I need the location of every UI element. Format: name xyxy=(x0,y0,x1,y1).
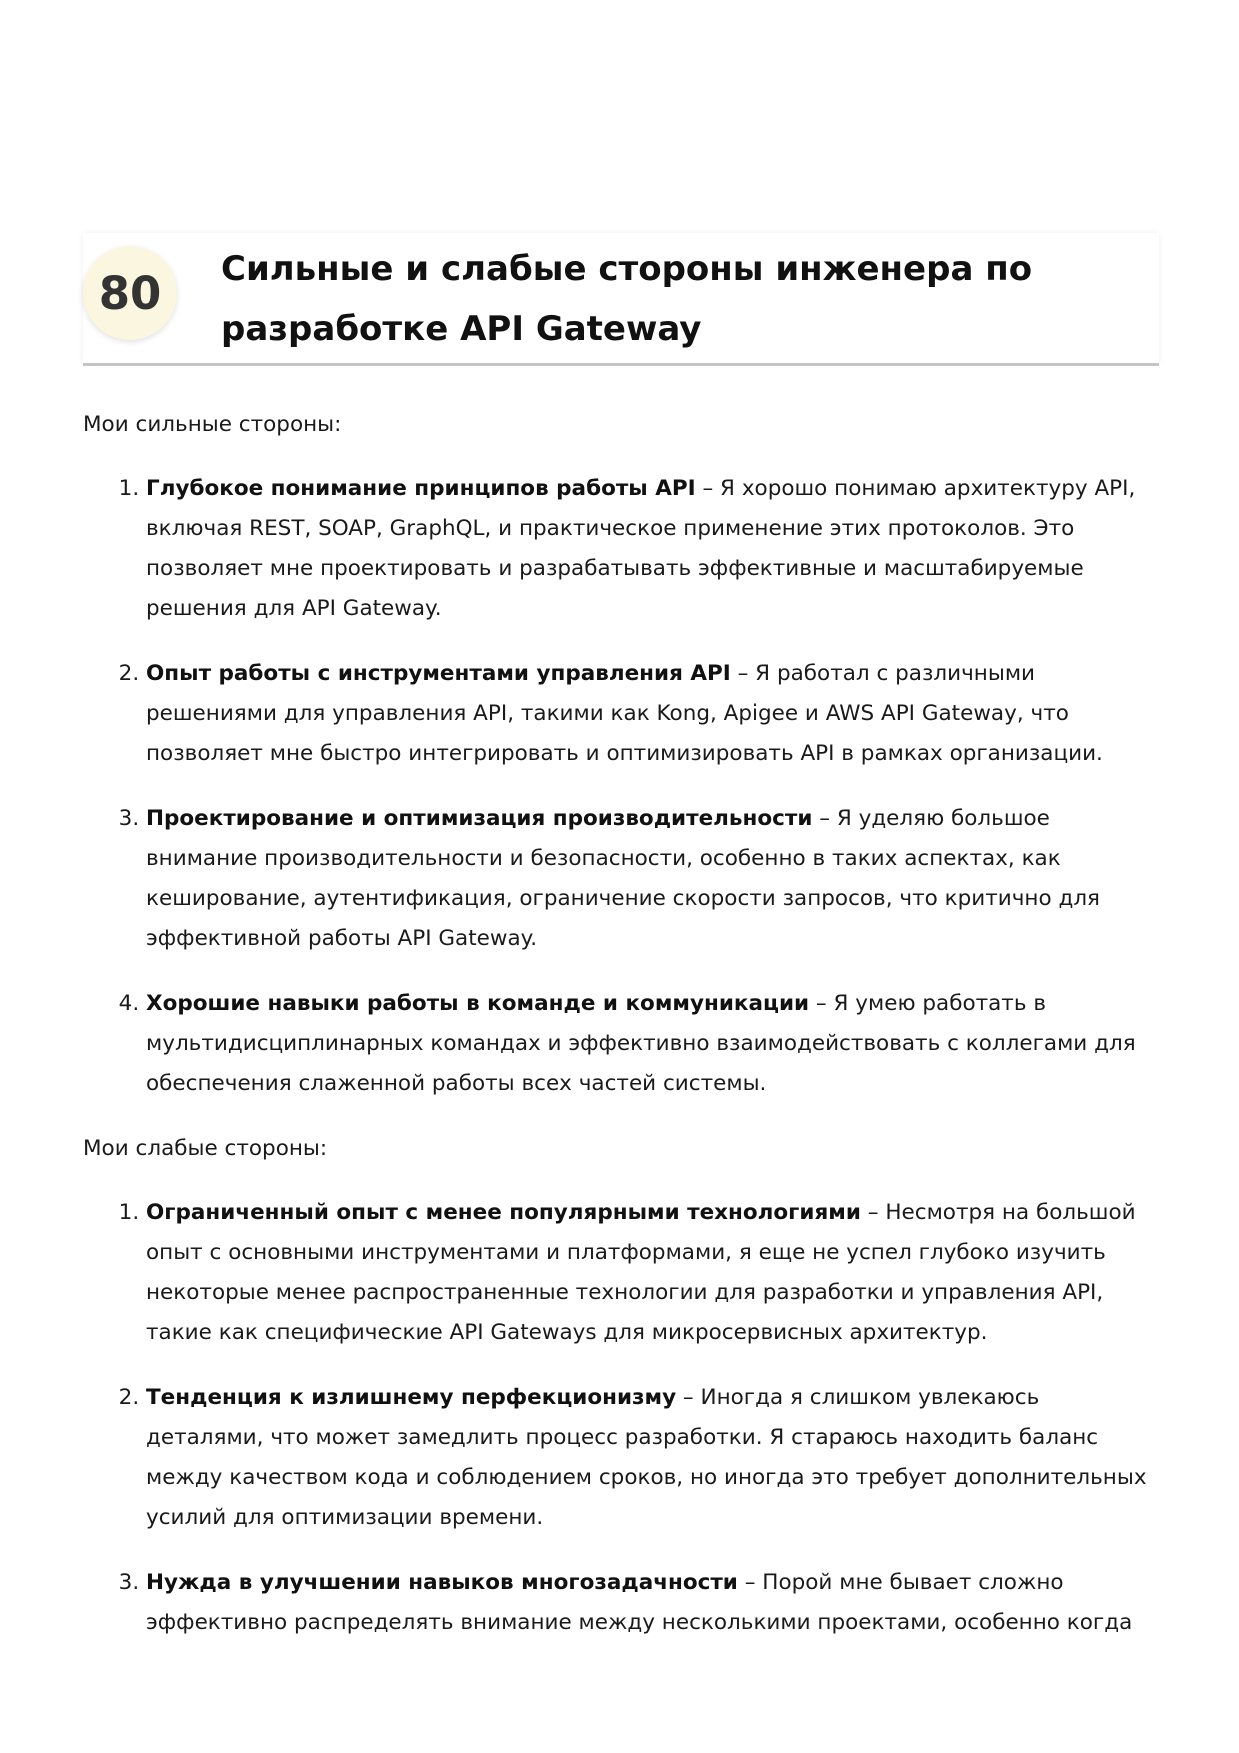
document-body xyxy=(83,405,1159,1668)
weaknesses-list xyxy=(83,1193,1159,1643)
strength-item-text: – Я хорошо понимаю архитектуру API, включая REST, SOAP, GraphQL, и практическое применение этих протоколов. Это позволяет мне проектировать и разрабатывать эффективные и масштабируемые решения для API Gateway. xyxy=(146,476,1136,621)
strength-item-text: – Я уделяю большое внимание производительности и безопасности, особенно в таких аспектах, как кеширование, аутентификация, ограничение скорости запросов, что критично для эффективной работы API Gateway. xyxy=(146,806,1100,951)
weakness-item-text: – Иногда я слишком увлекаюсь деталями, что может замедлить процесс разработки. Я стараюсь находить баланс между качеством кода и соблюдением сроков, но иногда это требует дополнительных усилий для оптимизации времени. xyxy=(146,1385,1147,1530)
strengths-list xyxy=(83,469,1159,1104)
weakness-item xyxy=(146,1378,1159,1538)
weaknesses-label: Мои слабые стороны: xyxy=(83,1136,328,1161)
strength-item xyxy=(146,984,1159,1104)
strength-item xyxy=(146,799,1159,959)
weakness-item xyxy=(146,1563,1159,1643)
strength-item-title: Глубокое понимание принципов работы API xyxy=(146,476,696,501)
weakness-item-title: Тенденция к излишнему перфекционизму xyxy=(146,1385,677,1410)
strength-item-text: – Я умею работать в мультидисциплинарных командах и эффективно взаимодействовать с коллегами для обеспечения слаженной работы всех частей системы. xyxy=(146,991,1136,1096)
chapter-number-badge: 80 xyxy=(83,246,177,340)
strength-item-title: Опыт работы с инструментами управления API xyxy=(146,661,731,686)
strength-item-text: – Я работал с различными решениями для управления API, такими как Kong, Apigee и AWS API Gateway, что позволяет мне быстро интегрировать и оптимизировать API в рамках организации. xyxy=(146,661,1103,766)
strength-item xyxy=(146,654,1159,774)
weakness-item xyxy=(146,1193,1159,1353)
chapter-title: Сильные и слабые стороны инженера по разработке API Gateway xyxy=(221,249,1033,349)
strength-item-title: Хорошие навыки работы в команде и коммуникации xyxy=(146,991,810,1016)
strengths-label: Мои сильные стороны: xyxy=(83,412,342,437)
strength-item-title: Проектирование и оптимизация производительности xyxy=(146,806,813,831)
chapter-header xyxy=(83,233,1159,366)
weakness-item-text: – Несмотря на большой опыт с основными инструментами и платформами, я еще не успел глубоко изучить некоторые менее распространенные технологии для разработки и управления API, такие как специфические API Gateways для микросервисных архитектур. xyxy=(146,1200,1136,1345)
strength-item xyxy=(146,469,1159,629)
weakness-item-title: Нужда в улучшении навыков многозадачности xyxy=(146,1570,738,1595)
weakness-item-title: Ограниченный опыт с менее популярными технологиями xyxy=(146,1200,861,1225)
weakness-item-text: – Порой мне бывает сложно эффективно распределять внимание между несколькими проектами, особенно когда xyxy=(146,1570,1133,1635)
